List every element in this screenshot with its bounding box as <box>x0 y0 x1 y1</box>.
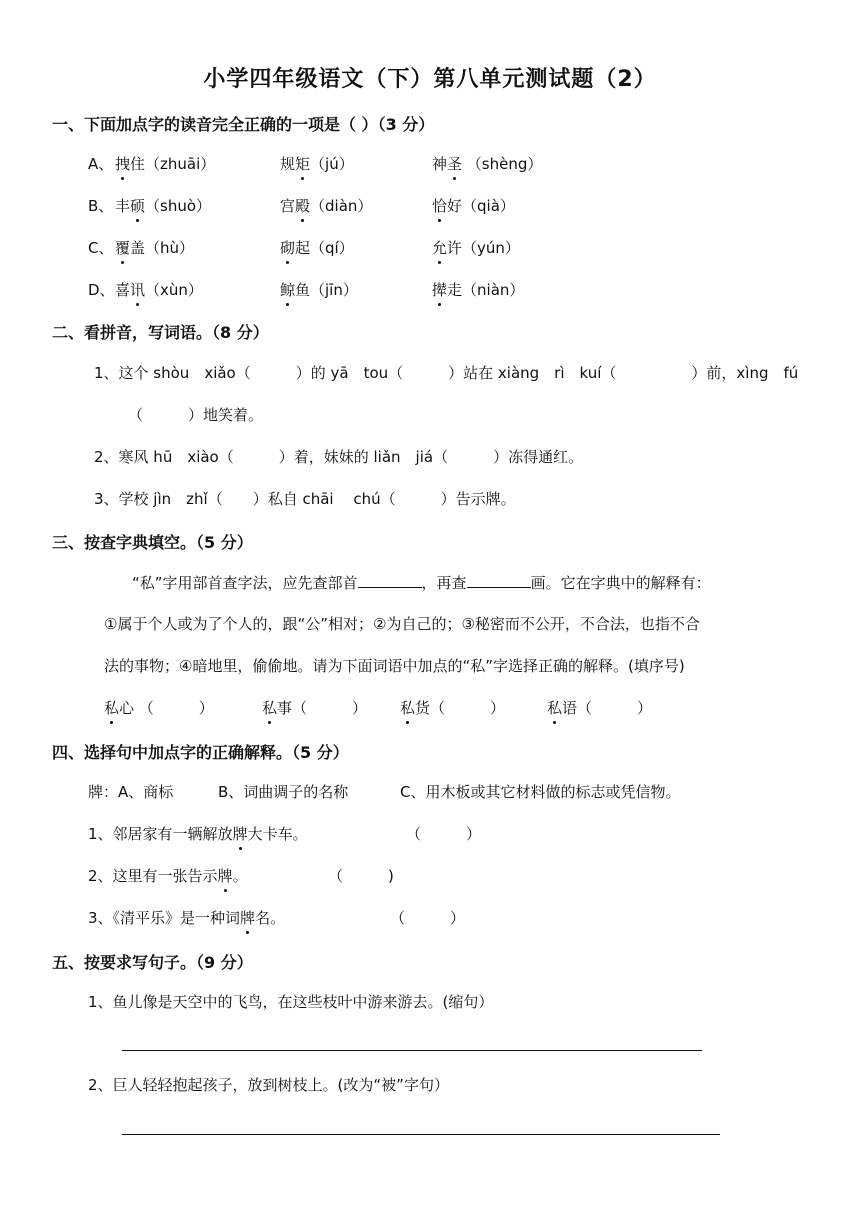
option-word: 丰硕（shuò） <box>115 197 212 215</box>
pinyin-question-1: 1、这个 shòu xiǎo（ ）的 yā tou（ ）站在 xiàng rì kuí（ ）前，xìng fú <box>94 364 799 382</box>
si-word-item[interactable]: 私货（ ） <box>400 699 506 717</box>
option-label[interactable]: A、 <box>88 155 114 173</box>
si-word-item[interactable]: 私心 （ ） <box>104 699 214 717</box>
stroke-count-blank[interactable] <box>467 571 531 588</box>
meaning-answer-1[interactable]: （ ） <box>406 825 482 843</box>
rewrite-answer-line-2[interactable] <box>122 1133 720 1135</box>
option-word: 喜讯（xùn） <box>115 281 203 299</box>
dictionary-intro-c: 画。它在字典中的解释有： <box>530 574 711 592</box>
page-title: 小学四年级语文（下）第八单元测试题（2） <box>203 67 657 92</box>
rewrite-question-1: 1、鱼儿像是天空中的飞鸟，在这些枝叶中游来游去。(缩句） <box>88 993 494 1011</box>
meaning-question-1: 1、邻居家有一辆解放牌大卡车。 <box>88 825 308 843</box>
option-word: 撵走（niàn） <box>432 281 525 299</box>
section-3-heading: 三、按查字典填空。（5 分） <box>52 533 253 552</box>
radical-blank[interactable] <box>358 571 422 588</box>
pinyin-question-1-cont: （ ）地笑着。 <box>128 406 264 424</box>
si-word-item[interactable]: 私语（ ） <box>547 699 653 717</box>
option-word: 砌起（qí） <box>280 239 354 257</box>
dictionary-intro-a: “私”字用部首查字法，应先查部首 <box>132 574 358 592</box>
option-word: 宫殿（diàn） <box>280 197 373 215</box>
dictionary-intro <box>132 571 711 594</box>
option-word: 规矩（jú） <box>280 155 354 173</box>
option-word: 鲸鱼（jīn） <box>280 281 358 299</box>
section-5-heading: 五、按要求写句子。（9 分） <box>52 953 253 972</box>
option-word: 神圣 （shèng） <box>432 155 543 173</box>
meaning-answer-2[interactable]: （ ) <box>328 867 394 885</box>
option-word: 拽住（zhuāi） <box>115 155 216 173</box>
option-word: 恰好（qià） <box>432 197 515 215</box>
option-label[interactable]: C、 <box>88 239 114 257</box>
option-label[interactable]: B、 <box>88 197 114 215</box>
option-word: 允许（yún） <box>432 239 520 257</box>
si-word-item[interactable]: 私事（ ） <box>262 699 368 717</box>
pinyin-question-3: 3、学校 jìn zhǐ（ ）私自 chāi chú（ ）告示牌。 <box>94 490 516 508</box>
option-word: 覆盖（hù） <box>115 239 195 257</box>
section-1-heading: 一、下面加点字的读音完全正确的一项是（ ）（3 分） <box>52 115 435 134</box>
meaning-question-2: 2、这里有一张告示牌。 <box>88 867 248 885</box>
meaning-answer-3[interactable]: （ ） <box>390 909 466 927</box>
meaning-question-3: 3、《清平乐》是一种词牌名。 <box>88 909 286 927</box>
dictionary-meanings-2: 法的事物；④暗地里，偷偷地。请为下面词语中加点的“私”字选择正确的解释。(填序号) <box>104 657 685 675</box>
rewrite-answer-line-1[interactable] <box>122 1049 702 1051</box>
dictionary-intro-b: ，再查 <box>421 574 467 592</box>
pai-definition-c: C、用木板或其它材料做的标志或凭信物。 <box>400 783 681 801</box>
section-4-heading: 四、选择句中加点字的正确解释。（5 分） <box>52 743 349 762</box>
pinyin-question-2: 2、寒风 hū xiào（ ）着，妹妹的 liǎn jiá（ ）冻得通红。 <box>94 448 584 466</box>
dictionary-meanings-1: ①属于个人或为了个人的，跟“公”相对；②为自己的；③秘密而不公开，不合法，也指不合 <box>104 615 700 633</box>
option-label[interactable]: D、 <box>88 281 115 299</box>
rewrite-question-2: 2、巨人轻轻抱起孩子，放到树枝上。(改为“被”字句） <box>88 1076 449 1094</box>
section-2-heading: 二、看拼音，写词语。（8 分） <box>52 323 269 342</box>
pai-definition-a: 牌：A、商标 <box>88 783 174 801</box>
pai-definition-b: B、词曲调子的名称 <box>218 783 349 801</box>
